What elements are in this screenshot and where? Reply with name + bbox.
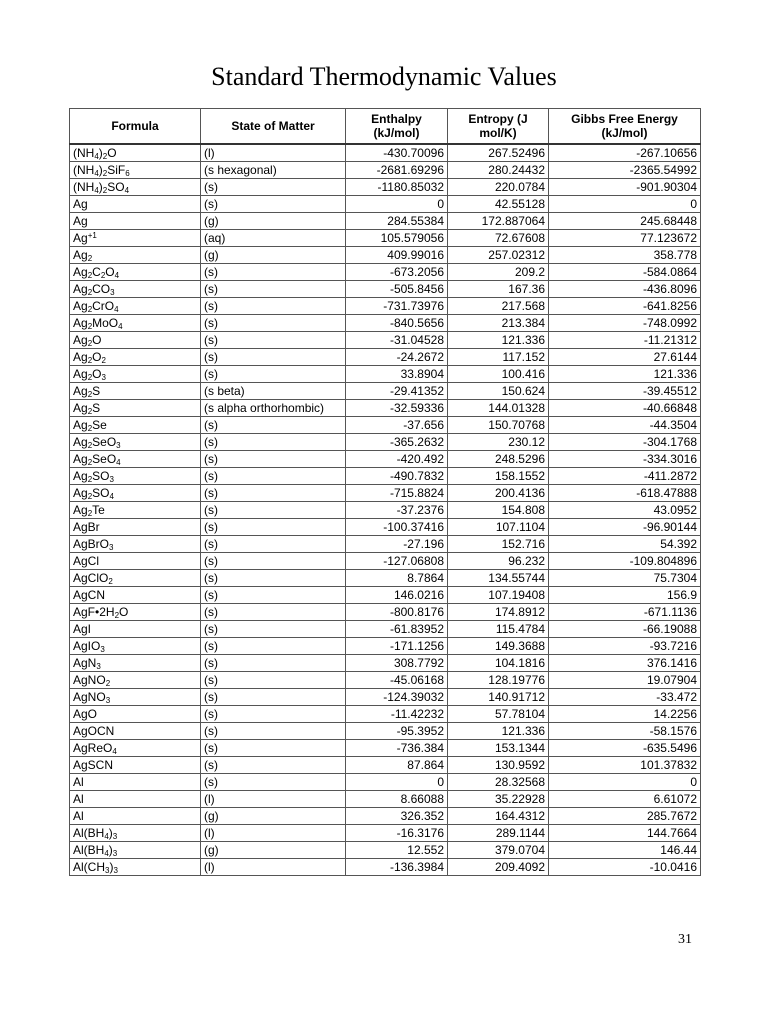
state-cell: (s) (201, 536, 346, 553)
formula-cell: Ag (70, 196, 201, 213)
header-formula: Formula (70, 109, 201, 145)
gibbs-cell: -40.66848 (549, 400, 701, 417)
entropy-cell: 289.1144 (448, 825, 549, 842)
entropy-cell: 35.22928 (448, 791, 549, 808)
formula-cell: $Al(CH_3)_3$ (70, 859, 201, 876)
entropy-cell: 158.1552 (448, 468, 549, 485)
state-cell: (s) (201, 298, 346, 315)
enthalpy-cell: -731.73976 (346, 298, 448, 315)
formula-cell: $Al(BH_4)_3$ (70, 825, 201, 842)
entropy-cell: 42.55128 (448, 196, 549, 213)
table-row (70, 468, 701, 485)
formula-cell: $(NH_4)_2SiF_6$ (70, 162, 201, 179)
entropy-cell: 130.9592 (448, 757, 549, 774)
entropy-cell: 217.568 (448, 298, 549, 315)
enthalpy-cell: 409.99016 (346, 247, 448, 264)
state-cell: (s) (201, 689, 346, 706)
entropy-cell: 164.4312 (448, 808, 549, 825)
enthalpy-cell: -100.37416 (346, 519, 448, 536)
table-row (70, 281, 701, 298)
state-cell: (s) (201, 349, 346, 366)
entropy-cell: 107.1104 (448, 519, 549, 536)
gibbs-cell: -96.90144 (549, 519, 701, 536)
table-row (70, 332, 701, 349)
entropy-cell: 100.416 (448, 366, 549, 383)
state-cell: (s) (201, 332, 346, 349)
formula-cell: AgN$_3$ (70, 655, 201, 672)
enthalpy-cell: -136.3984 (346, 859, 448, 876)
formula-cell: $Ag_2Te$ (70, 502, 201, 519)
table-header-row (70, 109, 701, 145)
enthalpy-cell: -365.2632 (346, 434, 448, 451)
enthalpy-cell: 33.8904 (346, 366, 448, 383)
formula-cell: $(NH_4)_2SO_4$ (70, 179, 201, 196)
entropy-cell: 209.2 (448, 264, 549, 281)
state-cell: (s) (201, 553, 346, 570)
gibbs-cell: -436.8096 (549, 281, 701, 298)
entropy-cell: 213.384 (448, 315, 549, 332)
enthalpy-cell: -124.39032 (346, 689, 448, 706)
entropy-cell: 167.36 (448, 281, 549, 298)
gibbs-cell: -93.7216 (549, 638, 701, 655)
table-row (70, 485, 701, 502)
table-row (70, 400, 701, 417)
gibbs-cell: -39.45512 (549, 383, 701, 400)
table-row (70, 434, 701, 451)
entropy-cell: 28.32568 (448, 774, 549, 791)
enthalpy-cell: -61.83952 (346, 621, 448, 638)
formula-cell: Al (70, 774, 201, 791)
enthalpy-cell: 0 (346, 196, 448, 213)
entropy-cell: 248.5296 (448, 451, 549, 468)
entropy-cell: 121.336 (448, 332, 549, 349)
gibbs-cell: 376.1416 (549, 655, 701, 672)
table-row (70, 519, 701, 536)
state-cell: (s) (201, 366, 346, 383)
state-cell: (s) (201, 638, 346, 655)
entropy-cell: 280.24432 (448, 162, 549, 179)
state-cell: (s) (201, 315, 346, 332)
enthalpy-cell: -505.8456 (346, 281, 448, 298)
formula-cell: AgIO$_3$ (70, 638, 201, 655)
gibbs-cell: 285.7672 (549, 808, 701, 825)
formula-cell: $Al(BH_4)_3$ (70, 842, 201, 859)
entropy-cell: 117.152 (448, 349, 549, 366)
state-cell: (s) (201, 604, 346, 621)
gibbs-cell: 0 (549, 196, 701, 213)
entropy-cell: 209.4092 (448, 859, 549, 876)
state-cell: (s) (201, 417, 346, 434)
entropy-cell: 153.1344 (448, 740, 549, 757)
table-row (70, 536, 701, 553)
gibbs-cell: -334.3016 (549, 451, 701, 468)
gibbs-cell: -109.804896 (549, 553, 701, 570)
enthalpy-cell: -171.1256 (346, 638, 448, 655)
gibbs-cell: -10.0416 (549, 859, 701, 876)
enthalpy-cell: -800.8176 (346, 604, 448, 621)
state-cell: (s) (201, 621, 346, 638)
state-cell: (s) (201, 196, 346, 213)
formula-cell: AgOCN (70, 723, 201, 740)
gibbs-cell: 75.7304 (549, 570, 701, 587)
state-cell: (s) (201, 723, 346, 740)
table-row (70, 553, 701, 570)
state-cell: (s) (201, 587, 346, 604)
entropy-cell: 257.02312 (448, 247, 549, 264)
formula-cell: AgBr (70, 519, 201, 536)
table-row (70, 179, 701, 196)
enthalpy-cell: 87.864 (346, 757, 448, 774)
state-cell: (s) (201, 451, 346, 468)
enthalpy-cell: -490.7832 (346, 468, 448, 485)
state-cell: (l) (201, 791, 346, 808)
gibbs-cell: -618.47888 (549, 485, 701, 502)
table-row (70, 570, 701, 587)
gibbs-cell: -671.1136 (549, 604, 701, 621)
formula-cell: $Ag_2CrO_4$ (70, 298, 201, 315)
state-cell: (s hexagonal) (201, 162, 346, 179)
table-row (70, 825, 701, 842)
table-row (70, 230, 701, 247)
thermodynamic-table (69, 108, 701, 876)
formula-cell: AgClO$_2$ (70, 570, 201, 587)
entropy-cell: 96.232 (448, 553, 549, 570)
formula-cell: Ag (70, 213, 201, 230)
enthalpy-cell: -45.06168 (346, 672, 448, 689)
gibbs-cell: 19.07904 (549, 672, 701, 689)
table-row (70, 315, 701, 332)
enthalpy-cell: -1180.85032 (346, 179, 448, 196)
state-cell: (s) (201, 706, 346, 723)
table-body (70, 144, 701, 876)
enthalpy-cell: -2681.69296 (346, 162, 448, 179)
table-row (70, 859, 701, 876)
table-row (70, 298, 701, 315)
table-row (70, 740, 701, 757)
entropy-cell: 107.19408 (448, 587, 549, 604)
state-cell: (g) (201, 808, 346, 825)
formula-cell: AgI (70, 621, 201, 638)
table-row (70, 587, 701, 604)
formula-cell: $Ag_2SO_4$ (70, 485, 201, 502)
formula-cell: Al (70, 791, 201, 808)
formula-cell: $Ag_2SeO_3$ (70, 434, 201, 451)
enthalpy-cell: -29.41352 (346, 383, 448, 400)
state-cell: (s) (201, 434, 346, 451)
entropy-cell: 115.4784 (448, 621, 549, 638)
enthalpy-cell: -736.384 (346, 740, 448, 757)
page-number: 31 (678, 932, 692, 947)
enthalpy-cell: -420.492 (346, 451, 448, 468)
state-cell: (s) (201, 774, 346, 791)
gibbs-cell: 358.778 (549, 247, 701, 264)
enthalpy-cell: 8.66088 (346, 791, 448, 808)
gibbs-cell: 144.7664 (549, 825, 701, 842)
gibbs-cell: 54.392 (549, 536, 701, 553)
table-row (70, 383, 701, 400)
table-row (70, 706, 701, 723)
gibbs-cell: 27.6144 (549, 349, 701, 366)
state-cell: (l) (201, 859, 346, 876)
gibbs-cell: -33.472 (549, 689, 701, 706)
formula-cell: AgCN (70, 587, 201, 604)
formula-cell: AgO (70, 706, 201, 723)
gibbs-cell: 121.336 (549, 366, 701, 383)
entropy-cell: 144.01328 (448, 400, 549, 417)
table-row (70, 621, 701, 638)
gibbs-cell: 156.9 (549, 587, 701, 604)
header-gibbs: Gibbs Free Energy (kJ/mol) (549, 109, 701, 145)
enthalpy-cell: 146.0216 (346, 587, 448, 604)
enthalpy-cell: -11.42232 (346, 706, 448, 723)
state-cell: (s beta) (201, 383, 346, 400)
gibbs-cell: 245.68448 (549, 213, 701, 230)
state-cell: (s alpha orthorhombic) (201, 400, 346, 417)
enthalpy-cell: 12.552 (346, 842, 448, 859)
state-cell: (s) (201, 570, 346, 587)
table-row (70, 451, 701, 468)
entropy-cell: 149.3688 (448, 638, 549, 655)
table-row (70, 655, 701, 672)
table-row (70, 247, 701, 264)
entropy-cell: 128.19776 (448, 672, 549, 689)
enthalpy-cell: 308.7792 (346, 655, 448, 672)
table-row (70, 502, 701, 519)
entropy-cell: 134.55744 (448, 570, 549, 587)
enthalpy-cell: -37.2376 (346, 502, 448, 519)
formula-cell: AgNO$_3$ (70, 689, 201, 706)
state-cell: (s) (201, 179, 346, 196)
formula-cell: AgSCN (70, 757, 201, 774)
enthalpy-cell: -715.8824 (346, 485, 448, 502)
formula-cell: $Ag_2S$ (70, 383, 201, 400)
gibbs-cell: 77.123672 (549, 230, 701, 247)
formula-cell: $Ag_2S$ (70, 400, 201, 417)
header-state: State of Matter (201, 109, 346, 145)
entropy-cell: 267.52496 (448, 144, 549, 162)
formula-cell: $Ag_2SeO_4$ (70, 451, 201, 468)
formula-cell: AgCl (70, 553, 201, 570)
enthalpy-cell: 284.55384 (346, 213, 448, 230)
entropy-cell: 72.67608 (448, 230, 549, 247)
formula-cell: $Ag_2MoO_4$ (70, 315, 201, 332)
gibbs-cell: 101.37832 (549, 757, 701, 774)
gibbs-cell: 6.61072 (549, 791, 701, 808)
enthalpy-cell: -127.06808 (346, 553, 448, 570)
table-row (70, 144, 701, 162)
state-cell: (s) (201, 672, 346, 689)
formula-cell: $Ag_2CO_3$ (70, 281, 201, 298)
enthalpy-cell: 105.579056 (346, 230, 448, 247)
state-cell: (l) (201, 144, 346, 162)
formula-cell: AgBrO$_3$ (70, 536, 201, 553)
table-row (70, 791, 701, 808)
formula-cell: $Ag_2$ (70, 247, 201, 264)
gibbs-cell: -901.90304 (549, 179, 701, 196)
gibbs-cell: -44.3504 (549, 417, 701, 434)
table-row (70, 689, 701, 706)
table-row (70, 417, 701, 434)
formula-cell: $Ag_2SO_3$ (70, 468, 201, 485)
entropy-cell: 150.624 (448, 383, 549, 400)
entropy-cell: 154.808 (448, 502, 549, 519)
entropy-cell: 104.1816 (448, 655, 549, 672)
entropy-cell: 200.4136 (448, 485, 549, 502)
formula-cell: $Ag_2C_2O_4$ (70, 264, 201, 281)
formula-cell: $Ag^{+1}$ (70, 230, 201, 247)
enthalpy-cell: 326.352 (346, 808, 448, 825)
gibbs-cell: -641.8256 (549, 298, 701, 315)
gibbs-cell: -304.1768 (549, 434, 701, 451)
enthalpy-cell: 0 (346, 774, 448, 791)
gibbs-cell: -411.2872 (549, 468, 701, 485)
gibbs-cell: -11.21312 (549, 332, 701, 349)
gibbs-cell: -66.19088 (549, 621, 701, 638)
page-title: Standard Thermodynamic Values (211, 62, 557, 91)
entropy-cell: 57.78104 (448, 706, 549, 723)
gibbs-cell: 146.44 (549, 842, 701, 859)
table-row (70, 757, 701, 774)
table-row (70, 672, 701, 689)
enthalpy-cell: -95.3952 (346, 723, 448, 740)
table-row (70, 723, 701, 740)
enthalpy-cell: 8.7864 (346, 570, 448, 587)
state-cell: (s) (201, 519, 346, 536)
gibbs-cell: -267.10656 (549, 144, 701, 162)
state-cell: (aq) (201, 230, 346, 247)
gibbs-cell: 14.2256 (549, 706, 701, 723)
formula-cell: $Ag_2Se$ (70, 417, 201, 434)
formula-cell: AgReO$_4$ (70, 740, 201, 757)
state-cell: (s) (201, 485, 346, 502)
header-enthalpy: Enthalpy (kJ/mol) (346, 109, 448, 145)
enthalpy-cell: -430.70096 (346, 144, 448, 162)
table-row (70, 842, 701, 859)
state-cell: (s) (201, 655, 346, 672)
enthalpy-cell: -24.2672 (346, 349, 448, 366)
enthalpy-cell: -37.656 (346, 417, 448, 434)
enthalpy-cell: -16.3176 (346, 825, 448, 842)
gibbs-cell: -2365.54992 (549, 162, 701, 179)
entropy-cell: 174.8912 (448, 604, 549, 621)
entropy-cell: 152.716 (448, 536, 549, 553)
table-row (70, 604, 701, 621)
table-row (70, 808, 701, 825)
entropy-cell: 150.70768 (448, 417, 549, 434)
entropy-cell: 121.336 (448, 723, 549, 740)
formula-cell: $Ag_2O$ (70, 332, 201, 349)
gibbs-cell: -58.1576 (549, 723, 701, 740)
state-cell: (s) (201, 740, 346, 757)
gibbs-cell: -748.0992 (549, 315, 701, 332)
gibbs-cell: -584.0864 (549, 264, 701, 281)
gibbs-cell: 0 (549, 774, 701, 791)
state-cell: (l) (201, 825, 346, 842)
entropy-cell: 230.12 (448, 434, 549, 451)
table-row (70, 213, 701, 230)
state-cell: (s) (201, 281, 346, 298)
gibbs-cell: -635.5496 (549, 740, 701, 757)
state-cell: (g) (201, 247, 346, 264)
enthalpy-cell: -840.5656 (346, 315, 448, 332)
state-cell: (s) (201, 468, 346, 485)
formula-cell: Al (70, 808, 201, 825)
table-row (70, 638, 701, 655)
enthalpy-cell: -32.59336 (346, 400, 448, 417)
entropy-cell: 140.91712 (448, 689, 549, 706)
table-row (70, 196, 701, 213)
table-row (70, 366, 701, 383)
table-row (70, 774, 701, 791)
formula-cell: $AgF•2H_2O$ (70, 604, 201, 621)
entropy-cell: 220.0784 (448, 179, 549, 196)
state-cell: (g) (201, 842, 346, 859)
enthalpy-cell: -31.04528 (346, 332, 448, 349)
table-row (70, 349, 701, 366)
entropy-cell: 379.0704 (448, 842, 549, 859)
state-cell: (s) (201, 502, 346, 519)
enthalpy-cell: -27.196 (346, 536, 448, 553)
formula-cell: $Ag_2O_3$ (70, 366, 201, 383)
state-cell: (g) (201, 213, 346, 230)
formula-cell: $(NH_4)_2O$ (70, 144, 201, 162)
table-row (70, 264, 701, 281)
entropy-cell: 172.887064 (448, 213, 549, 230)
header-entropy: Entropy (J mol/K) (448, 109, 549, 145)
enthalpy-cell: -673.2056 (346, 264, 448, 281)
gibbs-cell: 43.0952 (549, 502, 701, 519)
table-row (70, 162, 701, 179)
state-cell: (s) (201, 757, 346, 774)
formula-cell: AgNO$_2$ (70, 672, 201, 689)
state-cell: (s) (201, 264, 346, 281)
formula-cell: $Ag_2O_2$ (70, 349, 201, 366)
